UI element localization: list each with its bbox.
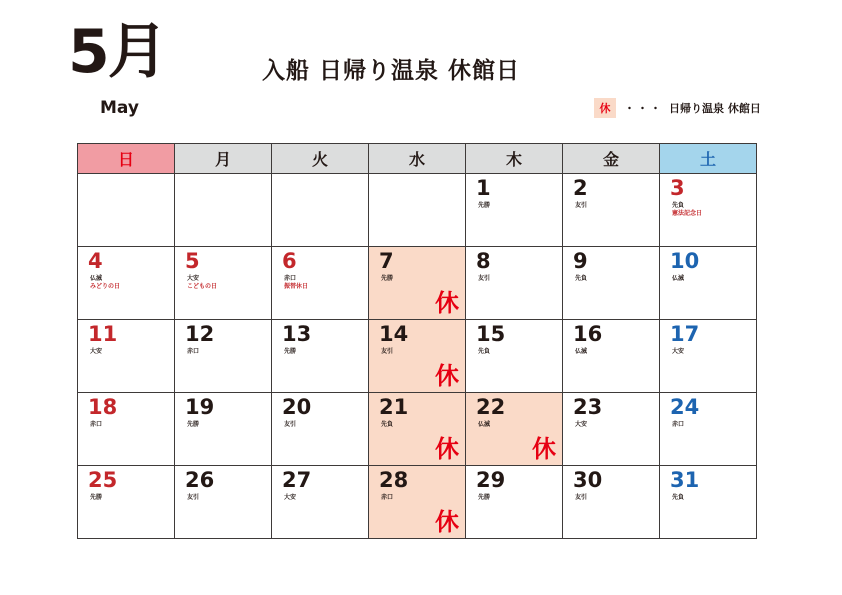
legend-dots: ・・・ xyxy=(624,102,663,115)
rokuyo-label: 仏滅 xyxy=(672,275,685,282)
day-number: 22 xyxy=(476,395,506,419)
calendar-empty-cell xyxy=(175,174,272,247)
day-number: 23 xyxy=(573,395,603,419)
rokuyo-label: 先勝 xyxy=(478,494,491,501)
calendar-day-cell xyxy=(466,393,563,466)
weekday-thursday: 木 xyxy=(466,144,563,174)
calendar-day-cell xyxy=(78,247,175,320)
calendar-day-cell xyxy=(175,320,272,393)
day-number: 20 xyxy=(282,395,312,419)
day-number: 28 xyxy=(379,468,409,492)
weekday-tuesday: 火 xyxy=(272,144,369,174)
holiday-label: 憲法記念日 xyxy=(672,210,703,218)
calendar-day-cell xyxy=(369,393,466,466)
calendar-day-cell xyxy=(660,320,757,393)
calendar-day-cell xyxy=(660,466,757,539)
rokuyo-label: 友引 xyxy=(381,348,394,355)
calendar-day-cell xyxy=(175,247,272,320)
rokuyo-label: 先負 xyxy=(381,421,394,428)
rokuyo-label: 先負 xyxy=(672,494,685,501)
day-number: 21 xyxy=(379,395,409,419)
calendar-grid xyxy=(77,143,757,539)
calendar-day-cell xyxy=(272,466,369,539)
calendar-week-row xyxy=(78,393,757,466)
weekday-sunday: 日 xyxy=(78,144,175,174)
day-number: 6 xyxy=(282,249,297,273)
legend-closed-mark: 休 xyxy=(594,98,616,118)
calendar-day-cell xyxy=(272,320,369,393)
day-number: 1 xyxy=(476,176,491,200)
rokuyo-label: 赤口 xyxy=(672,421,685,428)
calendar-week-row xyxy=(78,174,757,247)
rokuyo-label: 先勝 xyxy=(478,202,491,209)
legend-text: 日帰り温泉 休館日 xyxy=(669,102,761,115)
rokuyo-label: 大安 xyxy=(672,348,685,355)
closed-day-mark: 休 xyxy=(532,435,556,463)
calendar-day-cell xyxy=(660,393,757,466)
calendar-day-cell xyxy=(369,466,466,539)
day-number: 30 xyxy=(573,468,603,492)
rokuyo-label: 友引 xyxy=(575,494,588,501)
rokuyo-label: 赤口 xyxy=(381,494,394,501)
closed-day-mark: 休 xyxy=(435,289,459,317)
rokuyo-label: 大安 xyxy=(575,421,588,428)
legend xyxy=(594,98,761,118)
day-number: 3 xyxy=(670,176,685,200)
weekday-monday: 月 xyxy=(175,144,272,174)
day-number: 12 xyxy=(185,322,215,346)
weekday-wednesday: 水 xyxy=(369,144,466,174)
calendar-day-cell xyxy=(272,393,369,466)
day-number: 17 xyxy=(670,322,700,346)
rokuyo-label: 赤口 xyxy=(284,275,297,282)
calendar-day-cell xyxy=(175,466,272,539)
day-number: 15 xyxy=(476,322,506,346)
day-number: 19 xyxy=(185,395,215,419)
rokuyo-label: 友引 xyxy=(575,202,588,209)
rokuyo-label: 赤口 xyxy=(187,348,200,355)
rokuyo-label: 友引 xyxy=(284,421,297,428)
day-number: 16 xyxy=(573,322,603,346)
calendar-day-cell xyxy=(78,393,175,466)
day-number: 13 xyxy=(282,322,312,346)
rokuyo-label: 先勝 xyxy=(90,494,103,501)
calendar-week-row xyxy=(78,320,757,393)
calendar-day-cell xyxy=(563,320,660,393)
day-number: 25 xyxy=(88,468,118,492)
weekday-friday: 金 xyxy=(563,144,660,174)
calendar-day-cell xyxy=(272,247,369,320)
rokuyo-label: 先勝 xyxy=(284,348,297,355)
weekday-header-row xyxy=(78,144,757,174)
calendar-week-row xyxy=(78,247,757,320)
rokuyo-label: 先負 xyxy=(575,275,588,282)
rokuyo-label: 友引 xyxy=(478,275,491,282)
rokuyo-label: 大安 xyxy=(90,348,103,355)
calendar-empty-cell xyxy=(78,174,175,247)
rokuyo-label: 先負 xyxy=(672,202,685,209)
day-number: 7 xyxy=(379,249,394,273)
closed-day-mark: 休 xyxy=(435,362,459,390)
month-number: 5月 xyxy=(68,17,166,87)
day-number: 11 xyxy=(88,322,118,346)
rokuyo-label: 仏滅 xyxy=(575,348,588,355)
calendar-day-cell xyxy=(175,393,272,466)
calendar-empty-cell xyxy=(272,174,369,247)
calendar-day-cell xyxy=(369,320,466,393)
closed-day-mark: 休 xyxy=(435,435,459,463)
rokuyo-label: 大安 xyxy=(284,494,297,501)
calendar-day-cell xyxy=(78,320,175,393)
calendar-empty-cell xyxy=(369,174,466,247)
calendar-day-cell xyxy=(466,466,563,539)
calendar-day-cell xyxy=(660,247,757,320)
rokuyo-label: 先負 xyxy=(478,348,491,355)
calendar-day-cell xyxy=(563,393,660,466)
calendar-day-cell xyxy=(466,247,563,320)
calendar-day-cell xyxy=(466,320,563,393)
rokuyo-label: 先勝 xyxy=(187,421,200,428)
closed-day-mark: 休 xyxy=(435,508,459,536)
month-english: May xyxy=(100,98,139,118)
day-number: 5 xyxy=(185,249,200,273)
calendar-day-cell xyxy=(466,174,563,247)
day-number: 29 xyxy=(476,468,506,492)
day-number: 27 xyxy=(282,468,312,492)
rokuyo-label: 仏滅 xyxy=(478,421,491,428)
day-number: 4 xyxy=(88,249,103,273)
page-title: 入船 日帰り温泉 休館日 xyxy=(262,58,521,84)
holiday-label: こどもの日 xyxy=(187,283,218,291)
day-number: 26 xyxy=(185,468,215,492)
day-number: 31 xyxy=(670,468,700,492)
calendar-week-row xyxy=(78,466,757,539)
day-number: 8 xyxy=(476,249,491,273)
holiday-label: 振替休日 xyxy=(284,283,309,291)
calendar-day-cell xyxy=(78,466,175,539)
day-number: 18 xyxy=(88,395,118,419)
rokuyo-label: 友引 xyxy=(187,494,200,501)
calendar-day-cell xyxy=(563,247,660,320)
calendar-day-cell xyxy=(563,174,660,247)
day-number: 9 xyxy=(573,249,588,273)
calendar-day-cell xyxy=(369,247,466,320)
calendar-day-cell xyxy=(660,174,757,247)
rokuyo-label: 赤口 xyxy=(90,421,103,428)
day-number: 14 xyxy=(379,322,409,346)
calendar-day-cell xyxy=(563,466,660,539)
day-number: 10 xyxy=(670,249,700,273)
holiday-label: みどりの日 xyxy=(90,283,121,291)
day-number: 2 xyxy=(573,176,588,200)
day-number: 24 xyxy=(670,395,700,419)
rokuyo-label: 大安 xyxy=(187,275,200,282)
weekday-saturday: 土 xyxy=(660,144,757,174)
rokuyo-label: 仏滅 xyxy=(90,275,103,282)
rokuyo-label: 先勝 xyxy=(381,275,394,282)
